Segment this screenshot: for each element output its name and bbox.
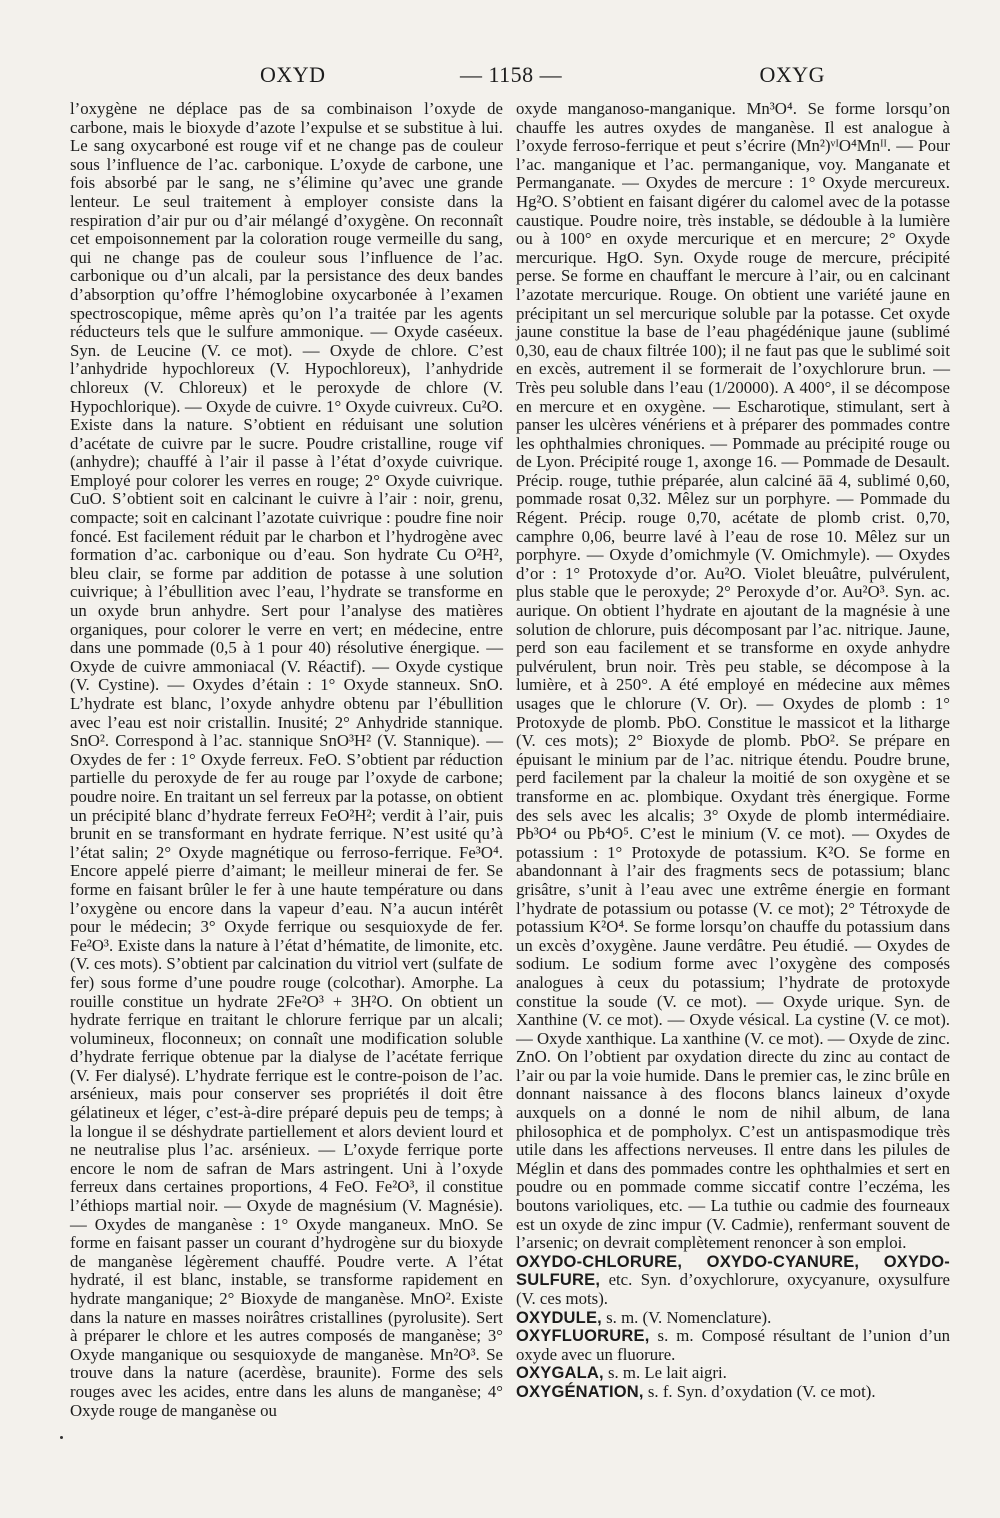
left-column [70, 100, 503, 1420]
entry-text: etc. Syn. d’oxychlorure, oxycyanure, oxysulfure (V. ces mots). [516, 1270, 950, 1308]
entry-oxydule [516, 1309, 950, 1328]
entry-term: OXYFLUORURE, [516, 1327, 650, 1346]
entry-text: s. f. Syn. d’oxydation (V. ce mot). [643, 1381, 876, 1401]
page-number: — 1158 — [460, 62, 563, 87]
entry-oxygala [516, 1364, 950, 1383]
right-column [516, 100, 950, 1402]
left-column-text: l’oxygène ne déplace pas de sa combinaison l’oxyde de carbone, mais le bioxyde d’azote l’expulse et se substitue à lui. Le sang oxycarboné est rouge vif et ne change pas de couleur sous l’influence de l’ac. carbonique. L’oxyde de carbone, une fois absorbé par le sang, ne s’élimine qu’avec une grande lenteur. Le seul traitement à employer consiste dans la respiration d’air pur ou d’air mélangé d’oxygène. On reconnaît cet empoisonnement par la coloration rouge vermeille du sang, qui ne change pas de couleur sous l’influence de l’ac. carbonique ou d’un alcali, par la persistance des deux bandes d’absorption qu’offre l’hémoglobine oxycarbonée à l’examen spectroscopique, même après qu’on l’a traitée par les agents réducteurs tels que le sulfure ammonique. — Oxyde caséeux. Syn. de Leucine (V. ce mot). — Oxyde de chlore. C’est l’anhydride hypochloreux (V. Hypochloreux), l’anhydride chloreux (V. Chloreux) et le peroxyde de chlore (V. Hypochlorique). — Oxyde de cuivre. 1° Oxyde cuivreux. Cu²O. Existe dans la nature. S’obtient en réduisant une solution d’acétate de cuivre par le sucre. Poudre cristalline, rouge vif (anhydre); chauffé à l’air il passe à l’état d’oxyde cuivrique. Employé pour colorer les verres en rouge; 2° Oxyde cuivrique. CuO. S’obtient soit en calcinant le cuivre à l’air : noir, grenu, compacte; soit en calcinant l’azotate cuivrique : poudre fine noir foncé. Est facilement réduit par le charbon et l’hydrogène avec formation d’ac. carbonique ou d’eau. Son hydrate Cu O²H², bleu clair, se forme par addition de potasse à une solution cuivrique; à l’ébullition avec l’eau, l’hydrate se transforme en un oxyde brun anhydre. Sert pour l’analyse des matières organiques, pour colorer le verre en vert; en médecine, entre dans une pommade (0,5 à 1 pour 40) résolutive énergique. — Oxyde de cuivre ammoniacal (V. Réactif). — Oxyde cystique (V. Cystine). — Oxydes d’étain : 1° Oxyde stanneux. SnO. L’hydrate est blanc, l’oxyde anhydre obtenu par l’ébullition avec l’eau est noir cristallin. Inusité; 2° Anhydride stannique. SnO². Correspond à l’ac. stannique SnO³H² (V. Stannique). — Oxydes de fer : 1° Oxyde ferreux. FeO. S’obtient par réduction partielle du peroxyde de fer au rouge par l’oxyde de carbone; poudre noire. En traitant un sel ferreux par la potasse, on obtient un précipité blanc d’hydrate ferreux FeO²H²; verdit à l’air, puis brunit en se transformant en hydrate ferrique. N’est usité qu’à l’état salin; 2° Oxyde magnétique ou ferroso-ferrique. Fe³O⁴. Encore appelé pierre d’aimant; le meilleur minerai de fer. Se forme en faisant brûler le fer à une haute température ou dans l’oxygène ou encore dans la vapeur d’eau. N’a aucun intérêt pour le médecin; 3° Oxyde ferrique ou sesquioxyde de fer. Fe²O³. Existe dans la nature à l’état d’hématite, de limonite, etc. (V. ces mots). S’obtient par calcination du vitriol vert (sulfate de fer) sous forme d’une poudre rouge (colcothar). Amorphe. La rouille constitue un hydrate 2Fe²O³ + 3H²O. On obtient un hydrate ferrique en traitant le chlorure ferrique par un alcali; volumineux, floconneux; on connaît une modification soluble d’hydrate ferrique obtenue par la dialyse de l’acétate ferrique (V. Fer dialysé). L’hydrate ferrique est le contre-poison de l’ac. arsénieux, mais pour conserver ses propriétés il doit être gélatineux et léger, c’est-à-dire préparé depuis peu de temps; à la longue il se déshydrate partiellement et alors devient lourd et ne neutralise plus l’ac. arsénieux. — L’oxyde ferrique porte encore le nom de safran de Mars astringent. Uni à l’oxyde ferreux dans certaines proportions, 4 FeO. Fe²O³, il constitue l’éthiops martial noir. — Oxyde de magnésium (V. Magnésie). — Oxydes de manganèse : 1° Oxyde manganeux. MnO. Se forme en faisant passer un courant d’hydrogène sur du bioxyde de manganèse légèrement chauffé. Poudre verte. A l’état hydraté, il est blanc, instable, se transforme rapidement en hydrate manganique; 2° Bioxyde de manganèse. MnO². Existe dans la nature en masses noirâtres cristallines (pyrolusite). Sert à préparer le chlore et les autres composés de manganèse; 3° Oxyde manganique ou sesquioxyde de manganèse. Mn²O³. Se trouve dans la nature (acerdèse, braunite). Forme des sels rouges avec les acides, entre dans les aluns de manganèse; 4° Oxyde rouge de manganèse ou [70, 99, 503, 1420]
entry-term: OXYDO-CHLORURE, OXYDO-CYANURE, OXYDO-SULFURE, [516, 1252, 950, 1290]
entry-oxygenation [516, 1383, 950, 1402]
entry-text: s. m. Le lait aigri. [603, 1363, 727, 1383]
header-right-word: OXYG [759, 62, 825, 87]
entry-term: OXYGÉNATION, [516, 1382, 644, 1401]
entry-text: s. m. (V. Nomenclature). [601, 1307, 772, 1327]
right-column-text: oxyde manganoso-manganique. Mn³O⁴. Se forme lorsqu’on chauffe les autres oxydes de manganèse. Il est analogue à l’oxyde ferroso-ferrique et peut s’écrire (Mn²)ᵛᴵO⁴Mnᴵᴵ. — Pour l’ac. manganique et l’ac. permanganique, voy. Manganate et Permanganate. — Oxydes de mercure : 1° Oxyde mercureux. Hg²O. S’obtient en faisant digérer du calomel avec de la potasse caustique. Poudre noire, très instable, se dédouble à la lumière ou à 100° en oxyde mercurique et en mercure; 2° Oxyde mercurique. HgO. Syn. Oxyde rouge de mercure, précipité perse. Se forme en chauffant le mercure à l’air, ou en calcinant l’azotate mercurique. Rouge. On obtient une variété jaune en précipitant un sel mercurique soluble par la potasse. Cet oxyde jaune constitue la base de l’eau phagédénique jaune (sublimé 0,30, eau de chaux filtrée 100); il ne faut pas que le sublimé soit en excès, autrement il se formerait de l’oxychlorure brun. — Très peu soluble dans l’eau (1/20000). A 400°, il se décompose en mercure et en oxygène. — Escharotique, stimulant, sert à panser les ulcères vénériens et à préparer des pommades contre les ophthalmies chroniques. — Pommade au précipité rouge ou de Lyon. Précipité rouge 1, axonge 16. — Pommade de Desault. Précip. rouge, tuthie préparée, alun calciné āā 4, sublimé 0,60, pommade rosat 0,32. Mêlez sur un porphyre. — Pommade du Régent. Précip. rouge 0,70, acétate de plomb crist. 0,70, camphre 0,06, beurre lavé à l’eau de rose 10. Mêlez sur un porphyre. — Oxyde d’omichmyle (V. Omichmyle). — Oxydes d’or : 1° Protoxyde d’or. Au²O. Violet bleuâtre, pulvérulent, plus stable que le peroxyde; 2° Peroxyde d’or. Au²O³. Syn. ac. aurique. On obtient l’hydrate en ajoutant de la magnésie à une solution de chlorure, puis décomposant par l’ac. nitrique. Jaune, perd son eau facilement et se transforme en oxyde anhydre pulvérulent, brun noir. Très peu stable, se décompose à la lumière, et à 250°. A été employé en médecine aux mêmes usages que le chlorure (V. Or). — Oxydes de plomb : 1° Protoxyde de plomb. PbO. Constitue le massicot et la litharge (V. ces mots); 2° Bioxyde de plomb. PbO². Se prépare en épuisant le minium par de l’ac. nitrique étendu. Poudre brune, perd facilement par la chaleur la moitié de son oxygène et se transforme en ac. plombique. Oxydant très énergique. Forme des sels avec les alcalis; 3° Oxyde de plomb intermédiaire. Pb³O⁴ ou Pb⁴O⁵. C’est le minium (V. ce mot). — Oxydes de potassium : 1° Protoxyde de potassium. K²O. Se forme en abandonnant à l’air des fragments secs de potassium; blanc grisâtre, s’unit à l’eau avec une extrême énergie en formant l’hydrate de potassium ou potasse (V. ce mot); 2° Tétroxyde de potassium K²O⁴. Se forme lorsqu’on chauffe du potassium dans un excès d’oxygène. Jaune verdâtre. Peu étudié. — Oxydes de sodium. Le sodium forme avec l’oxygène des composés analogues à ceux du potassium; l’hydrate de protoxyde constitue la soude (V. ce mot). — Oxyde urique. Syn. de Xanthine (V. ce mot). — Oxyde vésical. La cystine (V. ce mot). — Oxyde xanthique. La xanthine (V. ce mot). — Oxyde de zinc. ZnO. On l’obtient par oxydation directe du zinc au contact de l’air ou par la voie humide. Dans le premier cas, le zinc brûle en donnant naissance à des flocons blancs laineux d’oxyde auxquels on a donné le nom de nihil album, de lana philosophica et de pompholyx. C’est un antispasmodique très utile dans les affections nerveuses. Il entre dans les pilules de Méglin et dans des pommades contre les ophthalmies et sert en poudre ou en pommade comme siccatif contre l’eczéma, les boutons varioliques, etc. — La tuthie ou cadmie des fourneaux est un oxyde de zinc impur (V. Cadmie), renfermant souvent de l’arsenic; on devrait complètement renoncer à son emploi. [516, 99, 950, 1253]
ink-dot [60, 1436, 63, 1439]
entry-text: s. m. Composé résultant de l’union d’un oxyde avec un fluorure. [516, 1326, 950, 1364]
entry-term: OXYDULE, [516, 1308, 602, 1327]
entry-term: OXYGALA, [516, 1364, 604, 1383]
entry-oxydo-chlorure [516, 1253, 950, 1309]
page-header [70, 62, 945, 96]
header-left-word: OXYD [260, 62, 326, 87]
entry-oxyfluorure [516, 1327, 950, 1364]
